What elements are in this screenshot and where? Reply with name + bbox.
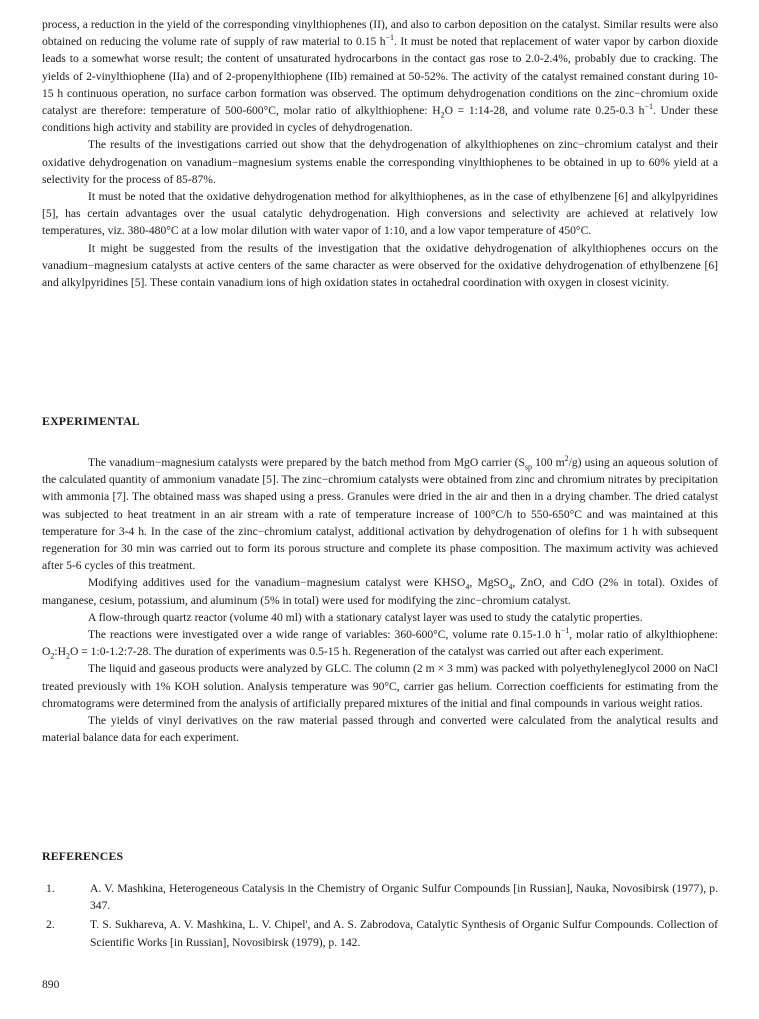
subscript: sp (524, 462, 533, 472)
superscript: −1 (385, 33, 395, 43)
text-run: The results of the investigations carried out show that the dehydrogenation of alkylthiophenes on zinc−chromium catalyst and their oxidative dehydrogenation on vanadium−magnesium systems enable the corresponding vinylthiophenes to be obtained in up to 60% yield at a selectivity for the process of 85-87%. (42, 138, 718, 186)
paragraph (42, 240, 718, 292)
reference-number: 2. (46, 918, 55, 932)
subscript: 2 (440, 110, 445, 120)
superscript: −1 (560, 626, 570, 636)
paragraph (42, 574, 718, 608)
paragraph (42, 454, 718, 574)
paragraph (42, 626, 718, 660)
reference-text: T. S. Sukhareva, A. V. Mashkina, L. V. Chipel', and A. S. Zabrodova, Catalytic Synthesis of Organic Sulfur Compounds. Collection of Scientific Works [in Russian], Novosibirsk (1979), p. 142. (90, 918, 718, 949)
paragraph (42, 712, 718, 746)
paragraph (42, 188, 718, 240)
body-text-top (42, 16, 718, 291)
text-run: The liquid and gaseous products were analyzed by GLC. The column (2 m × 3 mm) was packed with polyethyleneglycol 2000 on NaCl treated previously with 1% KOH solution. Analysis temperature was 90°C, carrier gas helium. Correction coefficients for estimating from the chromatograms were determined from the analysis of artificially prepared mixtures of the initial and final compounds in various weight ratios. (42, 662, 718, 710)
subscript: 4 (465, 582, 470, 592)
paragraph (42, 136, 718, 188)
subscript: 2 (65, 651, 70, 661)
reference-item (42, 880, 718, 914)
superscript: 2 (564, 454, 569, 464)
text-run: The vanadium−magnesium catalysts were prepared by the batch method from MgO carrier (S (88, 456, 525, 469)
paragraph-group (42, 16, 718, 291)
experimental-heading: EXPERIMENTAL (42, 414, 140, 428)
subscript: 2 (50, 651, 55, 661)
paragraph (42, 660, 718, 712)
paragraph-group (42, 454, 718, 746)
text-run: O = 1:0-1.2:7-28. The duration of experiments was 0.5-15 h. Regeneration of the catalyst was carried out after each experiment. (69, 645, 664, 659)
text-run: Modifying additives used for the vanadium−magnesium catalyst were KHSO (88, 576, 466, 590)
references-heading: REFERENCES (42, 849, 124, 863)
reference-item (42, 916, 718, 950)
text-run: /g) using an aqueous solution of the calculated quantity of ammonium vanadate [5]. The zinc−chromium catalysts were obtained from zinc and chromium nitrates by precipitation with ammonia [7]. The obtained mass was shaped using a press. Granules were dried in the air and then in a drying chamber. The dried catalyst was subjected to heat treatment in an air stream with a rate of temperature increase of 100°C/h to 550-650°C and was maintained at this temperature for 3-4 h. In the case of the zinc−chromium catalyst, additional activation by dehydrogenation of olefins for 1 h with subsequent regeneration for 30 min was carried out to form its porous structure and complete its phase composition. The maximum activity was achieved after 5-6 cycles of this treatment. (42, 456, 718, 573)
reference-number: 1. (46, 882, 55, 895)
text-run: . It must be noted that replacement of water vapor by carbon dioxide leads to a somewhat worse result; the content of unsaturated hydrocarbons in the contact gas rose to 2.0-2.4%, probably due to cracking. The yields of 2-vinylthiophene (IIa) and of 2-propenylthiophene (IIb) remained at 50-52%. The activity of the catalyst remained constant during 10-15 h continuous operation, no surface carbon formation was observed. The optimum dehydrogenation conditions on the zinc−chromium oxide catalyst are therefore: temperature of 500-600°C, molar ratio of alkylthiophene: H (42, 35, 718, 118)
text-run: O = 1:14-28, and volume rate 0.25-0.3 h (444, 104, 645, 118)
text-run: The yields of vinyl derivatives on the raw material passed through and converted were calculated from the analytical results and material balance data for each experiment. (42, 714, 718, 745)
reference-text: A. V. Mashkina, Heterogeneous Catalysis in the Chemistry of Organic Sulfur Compounds [in Russian], Nauka, Novosibirsk (1977), p. 347. (90, 882, 718, 913)
text-run: process, a reduction in the yield of the corresponding vinylthiophenes (II), and also to carbon deposition on the catalyst. Similar results were also obtained on reducing the volume rate of supply of raw material to 0.15 h (42, 18, 718, 49)
paragraph (42, 609, 718, 626)
text-run: , ZnO, and CdO (2% in total). Oxides of manganese, cesium, potassium, and aluminum (5% in total) were used for modifying the zinc−chromium catalyst. (42, 576, 718, 607)
text-run: The reactions were investigated over a wide range of variables: 360-600°C, volume rate 0.15-1.0 h (88, 628, 561, 642)
experimental-section (42, 413, 718, 430)
references-list-wrap (42, 880, 718, 953)
text-run: A flow-through quartz reactor (volume 40 ml) with a stationary catalyst layer was used to study the catalytic properties. (88, 610, 643, 624)
text-run: 100 m (532, 456, 565, 469)
experimental-body (42, 454, 718, 746)
text-run: It might be suggested from the results of the investigation that the oxidative dehydrogenation of alkylthiophenes occurs on the vanadium−magnesium catalysts at active centers of the same character as were observed for the oxidative dehydrogenation of ethylbenzene [6] and alkylpyridines [5]. These contain vanadium ions of high oxidation states in octahedral coordination with oxygen in closest vicinity. (42, 241, 718, 290)
references-section (42, 848, 718, 865)
text-run: :H (54, 645, 66, 659)
text-run: It must be noted that the oxidative dehydrogenation method for alkylthiophenes, as in the case of ethylbenzene [6] and alkylpyridines [5], has certain advantages over the usual catalytic dehydrogenation. High conversions and selectivity are achieved at relatively low temperatures, viz. 380-480°C at a low molar dilution with water vapor of 1:10, and a low vapor temperature of 450°C. (42, 190, 718, 238)
subscript: 4 (508, 582, 513, 592)
text-run: . Under these conditions high activity and stability are provided in cycles of dehydrogenation. (42, 104, 718, 135)
page-number: 890 (42, 978, 60, 991)
paragraph (42, 16, 718, 136)
references-list (42, 880, 718, 951)
text-run: , molar ratio of alkylthiophene: O (42, 628, 719, 659)
superscript: −1 (644, 102, 653, 112)
text-run: , MgSO (469, 576, 509, 590)
